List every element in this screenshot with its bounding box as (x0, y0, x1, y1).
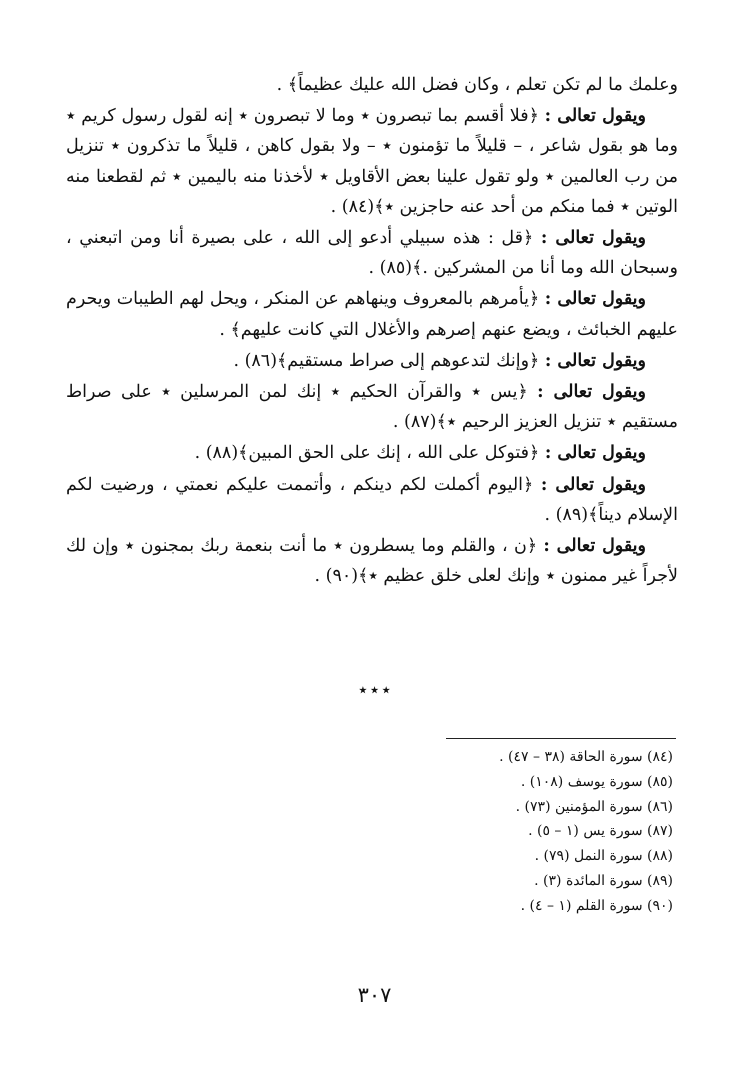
footnote: (٨٧) سورة يس (١ – ٥) . (528, 823, 673, 840)
paragraph (66, 470, 678, 530)
paragraph-lead: ويقول تعالى : (544, 289, 646, 310)
paragraph (66, 346, 678, 376)
paragraph-text: ﴿فتوكل على الله ، إنك على الحق المبين﴾(٨٨) . (194, 443, 545, 464)
paragraph-lead: ويقول تعالى : (537, 382, 646, 403)
main-text (66, 70, 678, 592)
paragraph-lead: ويقول تعالى : (540, 228, 646, 249)
footnote: (٨٦) سورة المؤمنين (٧٣) . (515, 798, 673, 815)
paragraph (66, 70, 678, 100)
footnote: (٨٩) سورة المائدة (٣) . (534, 872, 673, 889)
paragraph (66, 438, 678, 468)
paragraph-text: ﴿يأمرهم بالمعروف وينهاهم عن المنكر ، ويحل لهم الطيبات ويحرم عليهم الخبائث ، ويضع عنهم إصرهم والأغلال التي كانت عليهم﴾ . (66, 289, 678, 340)
paragraph-text: ﴿اليوم أكملت لكم دينكم ، وأتممت عليكم نعمتي ، ورضيت لكم الإسلام ديناً﴾(٨٩) . (66, 474, 678, 525)
paragraph-text: وعلمك ما لم تكن تعلم ، وكان فضل الله عليك عظيماً﴾ . (276, 75, 678, 95)
paragraph-text: ﴿فلا أقسم بما تبصرون ٭ وما لا تبصرون ٭ إنه لقول رسول كريم ٭ وما هو بقول شاعر ، – قليلاً ما تؤمنون ٭ – ولا بقول كاهن ، قليلاً ما تذكرون ٭ تنزيل من رب العالمين ٭ ولو تقول علينا بعض الأقاويل ٭ لأخذنا منه باليمين ٭ ثم لقطعنا منه الوتين ٭ فما منكم من أحد عنه حاجزين ٭﴾(٨٤) . (66, 106, 678, 217)
paragraph-text: ﴿قل : هذه سبيلي أدعو إلى الله ، على بصيرة أنا ومن اتبعني ، وسبحان الله وما أنا من المشركين .﴾(٨٥) . (66, 228, 678, 279)
paragraph-text: ﴿ن ، والقلم وما يسطرون ٭ ما أنت بنعمة ربك بمجنون ٭ وإن لك لأجراً غير ممنون ٭ وإنك لعلى خلق عظيم ٭﴾(٩٠) . (66, 536, 678, 587)
paragraph-text: ﴿وإنك لتدعوهم إلى صراط مستقيم﴾(٨٦) . (233, 350, 545, 371)
paragraph (66, 284, 678, 344)
paragraph-lead: ويقول تعالى : (544, 106, 646, 127)
paragraph (66, 531, 678, 591)
paragraph-lead: ويقول تعالى : (544, 443, 646, 464)
footnote: (٨٨) سورة النمل (٧٩) . (534, 848, 673, 865)
footnote: (٩٠) سورة القلم (١ – ٤) . (520, 897, 673, 914)
page-number: ٣٠٧ (357, 983, 392, 1007)
paragraph-lead: ويقول تعالى : (544, 350, 646, 371)
paragraph-lead: ويقول تعالى : (540, 474, 646, 495)
section-separator: ٭ ٭ ٭ (359, 683, 390, 698)
paragraph (66, 223, 678, 283)
paragraph (66, 101, 678, 222)
footnote: (٨٤) سورة الحاقة (٣٨ – ٤٧) . (499, 749, 673, 765)
paragraph-lead: ويقول تعالى : (543, 536, 646, 557)
footnote-rule (446, 738, 676, 739)
paragraph (66, 377, 678, 437)
footnotes (433, 745, 673, 919)
paragraph-text: ﴿يس ٭ والقرآن الحكيم ٭ إنك لمن المرسلين ٭ على صراط مستقيم ٭ تنزيل العزيز الرحيم ٭﴾(٨٧) . (66, 382, 678, 433)
footnote: (٨٥) سورة يوسف (١٠٨) . (520, 773, 673, 790)
